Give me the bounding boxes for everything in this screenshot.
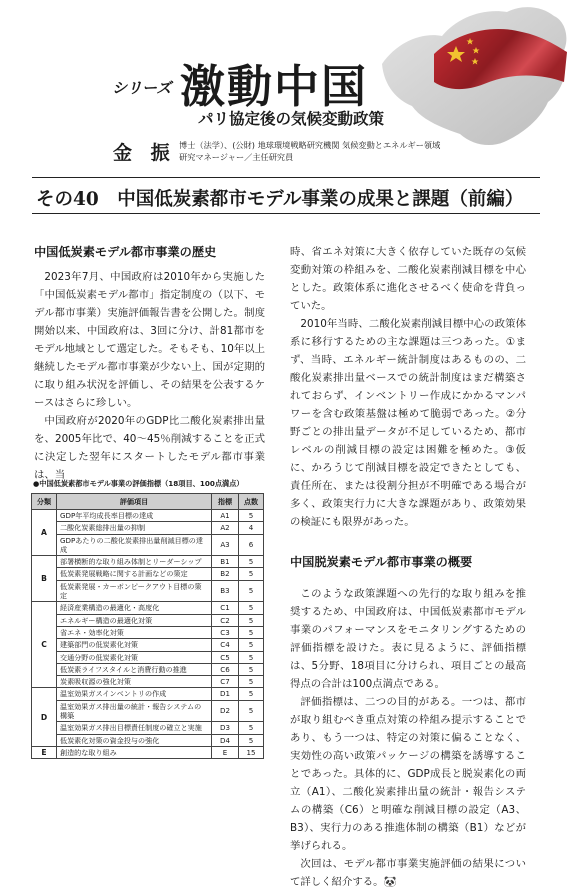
- table-cell-code: D4: [212, 734, 239, 746]
- table-cell-code: B2: [212, 568, 239, 580]
- table-row: [32, 688, 264, 700]
- table-category-cell: B: [32, 556, 57, 602]
- author-name: 金 振: [113, 142, 176, 164]
- series-subtitle: パリ協定後の気候変動政策: [198, 109, 385, 128]
- table-cell-item: 温室効果ガスインベントリの作成: [57, 688, 212, 700]
- table-cell-item: 部署横断的な取り組み体制とリーダーシップ: [57, 556, 212, 568]
- table-row: [32, 651, 264, 663]
- paragraph: 時、省エネ対策に大きく依存していた既存の気候変動対策の枠組みを、二酸化炭素削減目標を中心とした。政策体系に進化させるべく使命を背負っていた。: [290, 246, 526, 312]
- table-cell-pts: 5: [239, 700, 264, 722]
- table-cell-pts: 5: [239, 688, 264, 700]
- table-cell-pts: 4: [239, 522, 264, 534]
- table-header: 評価項目: [57, 494, 212, 510]
- table-cell-code: B1: [212, 556, 239, 568]
- table-row: [32, 722, 264, 734]
- top-rule: [32, 177, 540, 178]
- table-cell-code: C3: [212, 626, 239, 638]
- table-category-cell: D: [32, 688, 57, 746]
- author-affiliation-line1: 博士（法学）、(公財) 地球環境戦略研究機関 気候変動とエネルギー領域: [179, 140, 441, 150]
- table-cell-item: 低炭素化対策の資金投与の強化: [57, 734, 212, 746]
- table-cell-item: 低炭素発展・カーボンピークアウト目標の策定: [57, 580, 212, 602]
- table-cell-code: A2: [212, 522, 239, 534]
- china-flag-map-illustration: [372, 2, 571, 152]
- table-header: 指標: [212, 494, 239, 510]
- table-row: [32, 522, 264, 534]
- table-cell-code: A3: [212, 534, 239, 556]
- table-row: [32, 663, 264, 675]
- table-cell-item: 建築部門の低炭素化対策: [57, 639, 212, 651]
- table-cell-code: A1: [212, 510, 239, 522]
- table-cell-code: D1: [212, 688, 239, 700]
- table-header: 分類: [32, 494, 57, 510]
- table-row: [32, 534, 264, 556]
- section-heading-overview: 中国脱炭素モデル都市事業の概要: [290, 555, 473, 569]
- table-row: [32, 746, 264, 758]
- table-cell-pts: 5: [239, 510, 264, 522]
- table-cell-item: 交通分野の低炭素化対策: [57, 651, 212, 663]
- table-cell-pts: 5: [239, 602, 264, 614]
- table-cell-code: C2: [212, 614, 239, 626]
- table-cell-item: 経済産業構造の最適化・高度化: [57, 602, 212, 614]
- table-cell-pts: 5: [239, 676, 264, 688]
- table-cell-pts: 5: [239, 651, 264, 663]
- table-row: [32, 734, 264, 746]
- table-cell-code: C4: [212, 639, 239, 651]
- table-cell-code: D2: [212, 700, 239, 722]
- table-row: [32, 556, 264, 568]
- table-row: [32, 700, 264, 722]
- table-cell-item: 二酸化炭素総排出量の抑制: [57, 522, 212, 534]
- table-row: [32, 580, 264, 602]
- paragraph: 次回は、モデル都市事業実施評価の結果について詳しく紹介する。🐼: [290, 858, 526, 888]
- left-column: [34, 243, 265, 484]
- author-affiliation-line2: 研究マネージャー／主任研究員: [179, 152, 294, 162]
- issue-title: その40 中国低炭素都市モデル事業の成果と課題（前編）: [36, 189, 524, 210]
- table-cell-code: B3: [212, 580, 239, 602]
- series-title: 激動中国: [180, 60, 369, 113]
- table-cell-item: 低炭素ライフスタイルと消費行動の推進: [57, 663, 212, 675]
- table-cell-item: 温室効果ガス排出目標責任制度の確立と実施: [57, 722, 212, 734]
- evaluation-table: [31, 493, 264, 759]
- table-cell-code: E: [212, 746, 239, 758]
- table-cell-code: C5: [212, 651, 239, 663]
- paragraph: 中国政府が2020年のGDP比二酸化炭素排出量を、2005年比で、40～45％削減することを正式に決定した翌年にスタートしたモデル都市事業は、当: [34, 415, 265, 481]
- series-prefix: シリーズ: [112, 79, 172, 97]
- paragraph: このような政策課題への先行的な取り組みを推奨するため、中国政府は、中国低炭素都市モデル事業のパフォーマンスをモニタリングするための評価指標を設けた。表に見るように、評価指標は、5分野、18項目に分けられ、項目ごとの最高得点の合計は100点満点である。: [290, 588, 526, 690]
- table-row: [32, 510, 264, 522]
- table-cell-pts: 5: [239, 614, 264, 626]
- table-row: [32, 602, 264, 614]
- table-cell-pts: 5: [239, 639, 264, 651]
- table-cell-pts: 15: [239, 746, 264, 758]
- table-row: [32, 676, 264, 688]
- table-category-cell: E: [32, 746, 57, 758]
- table-category-cell: A: [32, 510, 57, 556]
- table-cell-code: D3: [212, 722, 239, 734]
- table-caption: ●中国低炭素都市モデル事業の評価指標（18項目、100点満点）: [33, 479, 244, 488]
- table-row: [32, 568, 264, 580]
- table-cell-item: エネルギー構造の最適化対策: [57, 614, 212, 626]
- section-heading-history: 中国低炭素モデル都市事業の歴史: [34, 245, 217, 259]
- table-cell-pts: 5: [239, 722, 264, 734]
- bottom-rule: [32, 213, 540, 214]
- table-cell-pts: 5: [239, 626, 264, 638]
- table-cell-pts: 5: [239, 568, 264, 580]
- table-header: 点数: [239, 494, 264, 510]
- right-column: [290, 243, 526, 891]
- table-cell-item: 低炭素発展戦略に関する計画などの策定: [57, 568, 212, 580]
- table-category-cell: C: [32, 602, 57, 688]
- paragraph: 2010年当時、二酸化炭素削減目標中心の政策体系に移行するための主な課題は三つあった。①まず、当時、エネルギー統計制度はあるものの、二酸化炭素排出量ベースでの統計制度はまだ構築されておらず、インベントリー作成にかかるマンパワーを含む政策基盤は極めて脆弱であった。②分野ごとの排出量データが不足しているため、都市レベルの削減目標の設定は困難を極めた。③仮に、かろうじて削減目標を設定できたとしても、責任所在、または役割分担が不明確である場合が多く、政策実行力に大きな課題があり、政策効果の検証にも限界があった。: [290, 318, 526, 528]
- table-cell-code: C6: [212, 663, 239, 675]
- table-cell-code: C7: [212, 676, 239, 688]
- table-cell-code: C1: [212, 602, 239, 614]
- table-cell-pts: 5: [239, 580, 264, 602]
- table-row: [32, 626, 264, 638]
- table-cell-item: 省エネ・効率化対策: [57, 626, 212, 638]
- paragraph: 評価指標は、二つの目的がある。一つは、都市が取り組むべき重点対策の枠組み提示することであり、もう一つは、特定の対策に偏ることなく、実効性の高い政策パッケージの構築を誘導することであった。具体的に、GDP成長と脱炭素化の両立（A1）、二酸化炭素排出量の統計・報告システムの構築（C6）と明確な削減目標の設定（A3、B3）、実行力のある推進体制の構築（B1）などが挙げられる。: [290, 696, 526, 852]
- table-cell-item: 創造的な取り組み: [57, 746, 212, 758]
- table-cell-item: 温室効果ガス排出量の統計・報告システムの構築: [57, 700, 212, 722]
- table-row: [32, 614, 264, 626]
- paragraph: 2023年7月、中国政府は2010年から実施した「中国低炭素モデル都市」指定制度の（以下、モデル都市事業）実施評価報告書を公開した。制度開始以来、中国政府は、3回に分け、計81都市をモデル地域として選定した。そもそも、10年以上継続したモデル都市事業が少ない上、国が定期的に取り組み状況を評価し、その結果を公表するケースはさらに珍しい。: [34, 271, 265, 409]
- table-cell-pts: 6: [239, 534, 264, 556]
- table-cell-item: GDP年平均成長率目標の達成: [57, 510, 212, 522]
- table-cell-item: GDPあたりの二酸化炭素排出量削減目標の達成: [57, 534, 212, 556]
- table-cell-pts: 5: [239, 734, 264, 746]
- table-cell-item: 炭素吸収源の強化対策: [57, 676, 212, 688]
- table-cell-pts: 5: [239, 663, 264, 675]
- table-row: [32, 639, 264, 651]
- table-cell-pts: 5: [239, 556, 264, 568]
